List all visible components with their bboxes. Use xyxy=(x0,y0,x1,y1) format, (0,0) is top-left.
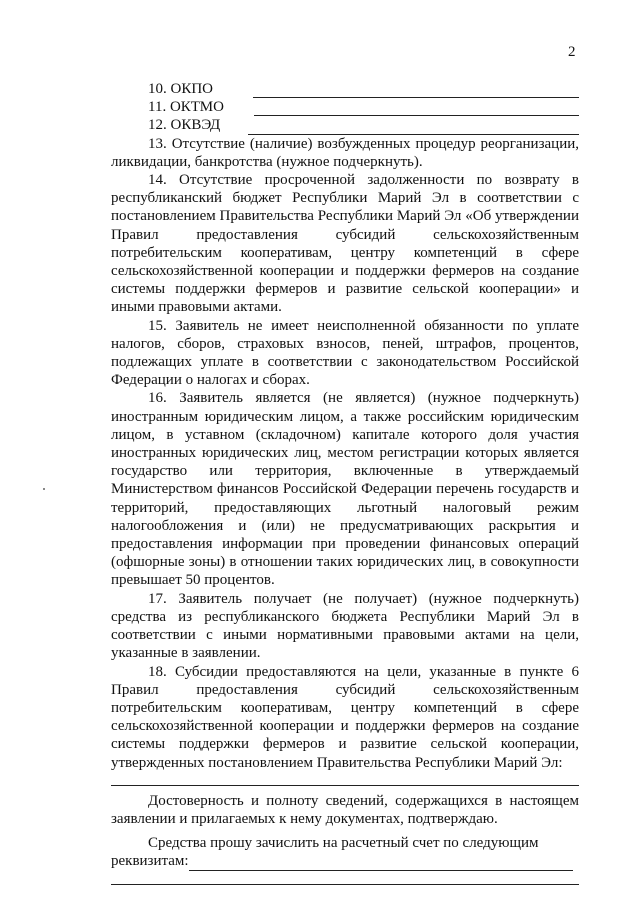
field-label: 10. ОКПО xyxy=(148,81,214,97)
account-request-text: Средства прошу зачислить на расчетный счет по следующим xyxy=(148,835,539,852)
item-14: 14. Отсутствие просроченной задолженности по возврату в республиканский бюджет Республики Марий Эл в соответствии с постановлением Правительства Республики Марий Эл «Об утверждении Правил предоставления субсидий сельскохозяйственным потребительским кооперативам, центру компетенций в сфере сельскохозяйственной кооперации и поддержки фермеров на создание системы поддержки фермеров и развитие сельской кооперации» и иными правовыми актами. xyxy=(111,172,579,316)
field-okpo xyxy=(111,80,579,98)
requisites-row xyxy=(111,852,579,870)
item-17: 17. Заявитель получает (не получает) (нужное подчеркнуть) средства из республиканского бюджета Республики Марий Эл в соответствии с иными нормативными правовыми актами на цели, указанные в заявлении. xyxy=(111,590,579,662)
scan-speck xyxy=(43,488,45,490)
field-label: 11. ОКТМО xyxy=(148,99,224,116)
item-15: 15. Заявитель не имеет неисполненной обязанности по уплате налогов, сборов, страховых взносов, пеней, штрафов, процентов, подлежащих уплате в соответствии с законодательством Российской Федерации о налогах и сборах. xyxy=(111,317,579,389)
field-oktmo xyxy=(111,98,579,116)
fill-line-purpose[interactable] xyxy=(111,772,579,786)
document-body xyxy=(111,80,579,885)
confirmation-text: Достоверность и полноту сведений, содержащихся в настоящем заявлении и прилагаемых к нему документах, подтверждаю. xyxy=(111,792,579,827)
page-number: 2 xyxy=(568,44,576,60)
item-18: 18. Субсидии предоставляются на цели, указанные в пункте 6 Правил предоставления субсидий сельскохозяйственным потребительским кооперативам, центру компетенций в сфере сельскохозяйственной кооперации и поддержки фермеров на создание системы поддержки фермеров и развитие сельской кооперации, утвержденных постановлением Правительства Республики Марий Эл: xyxy=(111,663,579,771)
fill-line[interactable] xyxy=(253,83,579,98)
field-label: 12. ОКВЭД xyxy=(148,117,221,134)
item-13: 13. Отсутствие (наличие) возбужденных процедур реорганизации, ликвидации, банкротства (нужное подчеркнуть). xyxy=(111,135,579,170)
field-okved xyxy=(111,116,579,134)
requisites-label: реквизитам: xyxy=(111,853,189,870)
fill-line-requisites-2[interactable] xyxy=(111,871,579,885)
fill-line[interactable] xyxy=(248,120,579,135)
item-16: 16. Заявитель является (не является) (нужное подчеркнуть) иностранным юридическим лицом, а также российским юридическим лицом, в уставном (складочном) капитале которого доля участия иностранных юридических лиц, местом регистрации которых является государство или территория, включенные в утверждаемый Министерством финансов Российской Федерации перечень государств и территорий, предоставляющих льготный налоговый режим налогообложения и (или) не предусматривающих раскрытия и предоставления информации при проведении финансовых операций (офшорные зоны) в отношении таких юридических лиц, в совокупности превышает 50 процентов. xyxy=(111,390,579,589)
fill-line[interactable] xyxy=(254,101,579,116)
fill-line-requisites[interactable] xyxy=(189,856,573,871)
